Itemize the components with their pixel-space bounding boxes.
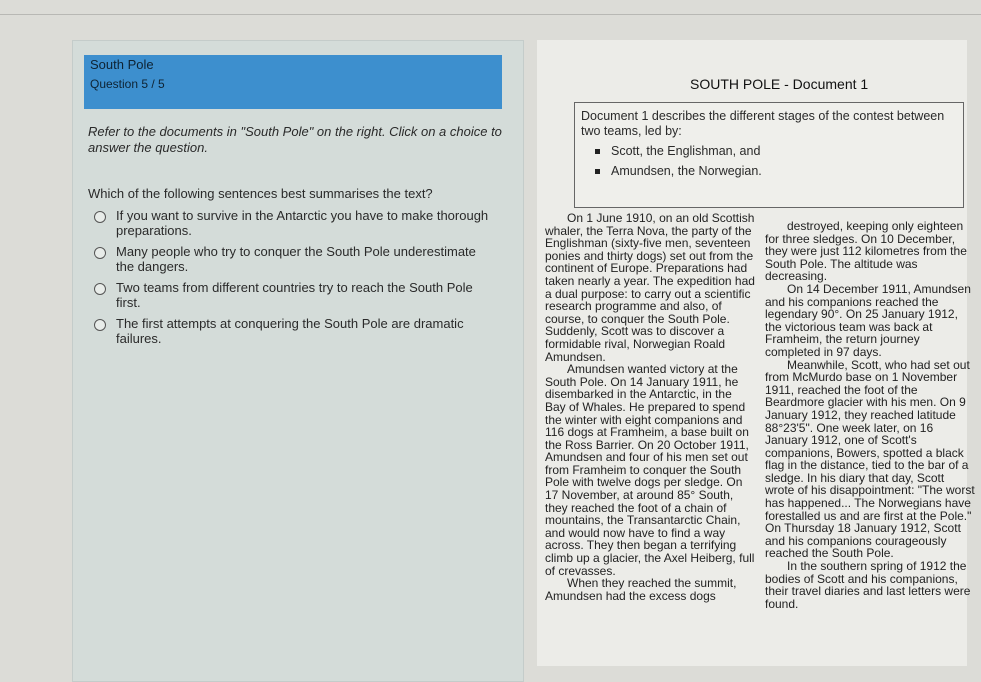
paragraph: Meanwhile, Scott, who had set out from McMurdo base on 1 November 1911, reached the foot of the Beardmore glacier with his men. On 9 January 1912, they reached latitude 88°23'5". One week later, on 16 January 1912, one of Scott's companions, Bowers, spotted a black flag in the distance, tied to the bar of a sledge. In his diary that day, Scott wrote of his disappointment: "The worst has happened... The Norwegians have forestalled us and are first at the Pole." On Thursday 18 January 1912, Scott and his companions courageously reached the South Pole.	[765, 357, 975, 561]
bullet-item: Scott, the Englishman, and	[595, 141, 762, 161]
paragraph: destroyed, keeping only eighteen for three sledges. On 10 December, they were just 112 kilometres from the South Pole. The altitude was decreasing.	[765, 219, 967, 284]
question-progress: Question 5 / 5	[90, 77, 165, 91]
radio-button-3[interactable]	[94, 283, 106, 295]
paragraph: Amundsen wanted victory at the South Pole. On 14 January 1911, he disembarked in the Antarctic, in the Bay of Whales. He prepared to spend the winter with eight companions and 116 dogs at Framheim, a base built on the Ross Barrier. On 20 October 1911, Amundsen and four of his men set out from Framheim to conquer the South Pole with twelve dogs per sledge. On 17 November, at around 85° South, they reached the foot of a chain of mountains, the Transantarctic Chain, and would now have to find a way across. They then began a terrifying climb up a glacier, the Axel Heiberg, full of crevasses.	[545, 362, 755, 578]
choice-3[interactable]	[88, 280, 518, 310]
paragraph: On 1 June 1910, on an old Scottish whaler, the Terra Nova, the party of the Englishman (sixty-five men, seventeen ponies and thirty dogs) set out from the continent of Europe. Preparations had taken nearly a year. The expedition had a dual purpose: to carry out a scientific research programme and also, of course, to conquer the South Pole. Suddenly, Scott was to discover a formidable rival, Norwegian Roald Amundsen.	[545, 211, 755, 364]
paragraph: When they reached the summit, Amundsen had the excess dogs	[545, 576, 737, 603]
paragraph: In the southern spring of 1912 the bodies of Scott and his companions, their travel diaries and last letters were found.	[765, 559, 971, 611]
instruction-text: Refer to the documents in "South Pole" on the right. Click on a choice to answer the question.	[88, 124, 502, 155]
paragraph: On 14 December 1911, Amundsen and his companions reached the legendary 90°. On 25 January 1912, the victorious team was back at Framheim, the return journey completed in 97 days.	[765, 281, 971, 359]
top-divider	[0, 14, 981, 15]
choice-1[interactable]	[88, 208, 518, 238]
bullet-item: Amundsen, the Norwegian.	[595, 161, 762, 181]
choice-label[interactable]: Many people who try to conquer the South Pole underestimate the dangers.	[116, 244, 476, 274]
document-title: SOUTH POLE - Document 1	[690, 76, 869, 92]
document-summary-box	[574, 102, 964, 208]
document-intro: Document 1 describes the different stages of the contest between two teams, led by:	[581, 109, 945, 138]
choice-2[interactable]	[88, 244, 518, 274]
document-column-left	[545, 212, 755, 602]
radio-button-4[interactable]	[94, 319, 106, 331]
team-leader-list	[595, 141, 762, 181]
choice-label[interactable]: Two teams from different countries try to reach the South Pole first.	[116, 280, 473, 310]
document-column-right	[765, 220, 975, 610]
choice-label[interactable]: If you want to survive in the Antarctic you have to make thorough preparations.	[116, 208, 489, 238]
quiz-header	[84, 55, 502, 109]
question-text: Which of the following sentences best summarises the text?	[88, 186, 433, 201]
radio-button-1[interactable]	[94, 211, 106, 223]
radio-button-2[interactable]	[94, 247, 106, 259]
choice-label[interactable]: The first attempts at conquering the South Pole are dramatic failures.	[116, 316, 464, 346]
choice-4[interactable]	[88, 316, 518, 346]
quiz-title: South Pole	[90, 57, 154, 72]
question-content	[88, 118, 518, 346]
